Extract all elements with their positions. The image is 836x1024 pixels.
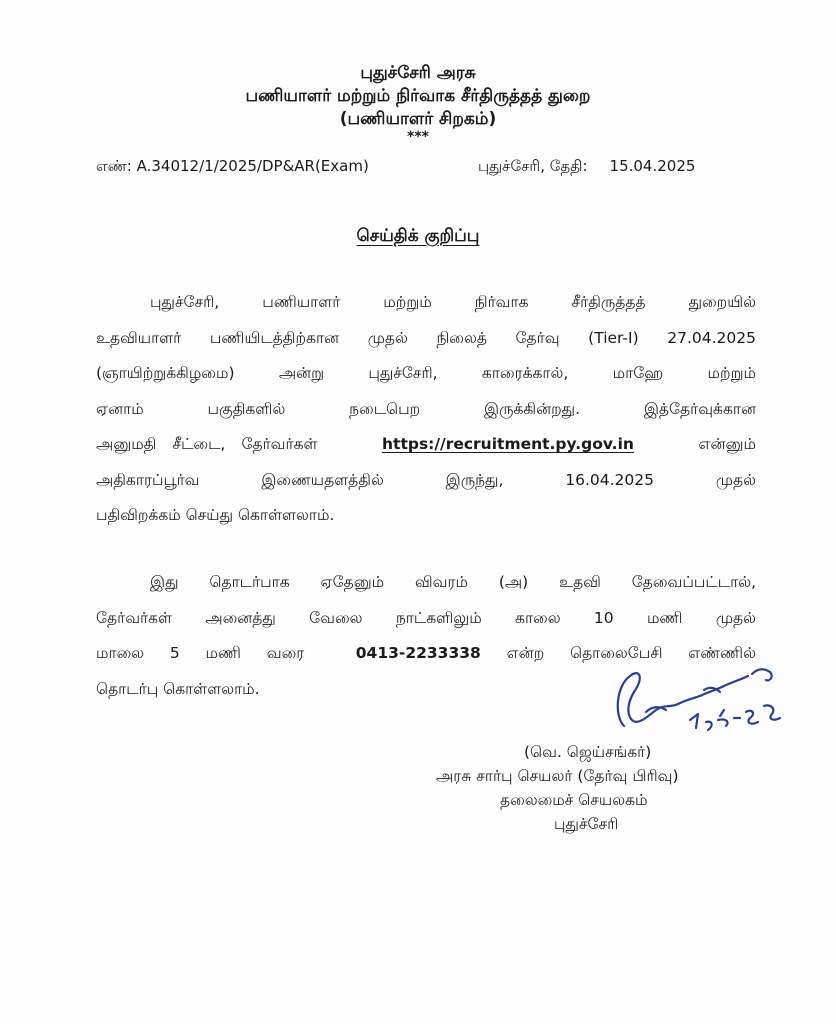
place-date-label: புதுச்சேரி, தேதி: [478,157,588,175]
paragraph-line: (ஞாயிற்றுக்கிழமை) அன்று புதுச்சேரி, காரைக்கால், மாஹே மற்றும் [96,364,756,382]
signatory-office: தலைமைச் செயலகம் [500,791,648,809]
line-text: என்ற தொலைபேசி எண்ணில் [506,644,756,662]
paragraph-line: இது தொடர்பாக ஏதேனும் விவரம் (அ) உதவி தேவைப்பட்டால், [150,573,756,591]
signatory-designation: அரசு சார்பு செயலர் (தேர்வு பிரிவு) [436,767,679,785]
line-text: அனுமதி சீட்டை, தேர்வர்கள் [96,435,318,453]
issue-date: 15.04.2025 [609,157,696,175]
paragraph-line: பதிவிறக்கம் செய்து கொள்ளலாம். [96,506,335,524]
recruitment-website-link[interactable]: https://recruitment.py.gov.in [382,435,634,453]
press-note-title: செய்திக் குறிப்பு [356,226,480,246]
paragraph-exam-notice [96,285,756,534]
line-text: மாலை 5 மணி வரை [96,644,305,662]
separator-stars: *** [407,129,429,145]
paragraph-line: உதவியாளர் பணியிடத்திற்கான முதல் நிலைத் தேர்வு (Tier-I) 27.04.2025 [96,328,756,347]
page-title [0,226,836,248]
paragraph-line: அதிகாரப்பூர்வ இணையதளத்தில் இருந்து, 16.04.2025 முதல் [96,470,756,489]
department-name: பணியாளர் மற்றும் நிர்வாக சீர்திருத்தத் துறை [245,86,591,106]
signatory-place: புதுச்சேரி [554,815,619,833]
paragraph-line: புதுச்சேரி, பணியாளர் மற்றும் நிர்வாக சீர்திருத்தத் துறையில் [150,293,756,311]
reference-number: எண்: A.34012/1/2025/DP&AR(Exam) [96,157,369,175]
helpline-phone-number[interactable]: 0413-2233338 [355,644,481,662]
place-date [478,156,695,176]
line-text: என்னும் [698,435,756,453]
signatory-name: (வெ. ஜெய்சங்கர்) [524,743,652,761]
wing-name: (பணியாளர் சிறகம்) [339,109,497,129]
handwritten-signature [600,656,800,746]
government-name: புதுச்சேரி அரசு [360,63,476,83]
paragraph-line: ஏனாம் பகுதிகளில் நடைபெற இருக்கின்றது. இத்தேர்வுக்கான [96,399,756,418]
paragraph-line: தேர்வர்கள் அனைத்து வேலை நாட்களிலும் காலை 10 மணி முதல் [96,608,756,627]
paragraph-line: தொடர்பு கொள்ளலாம். [96,679,260,698]
paragraph-line-with-link [96,427,756,463]
